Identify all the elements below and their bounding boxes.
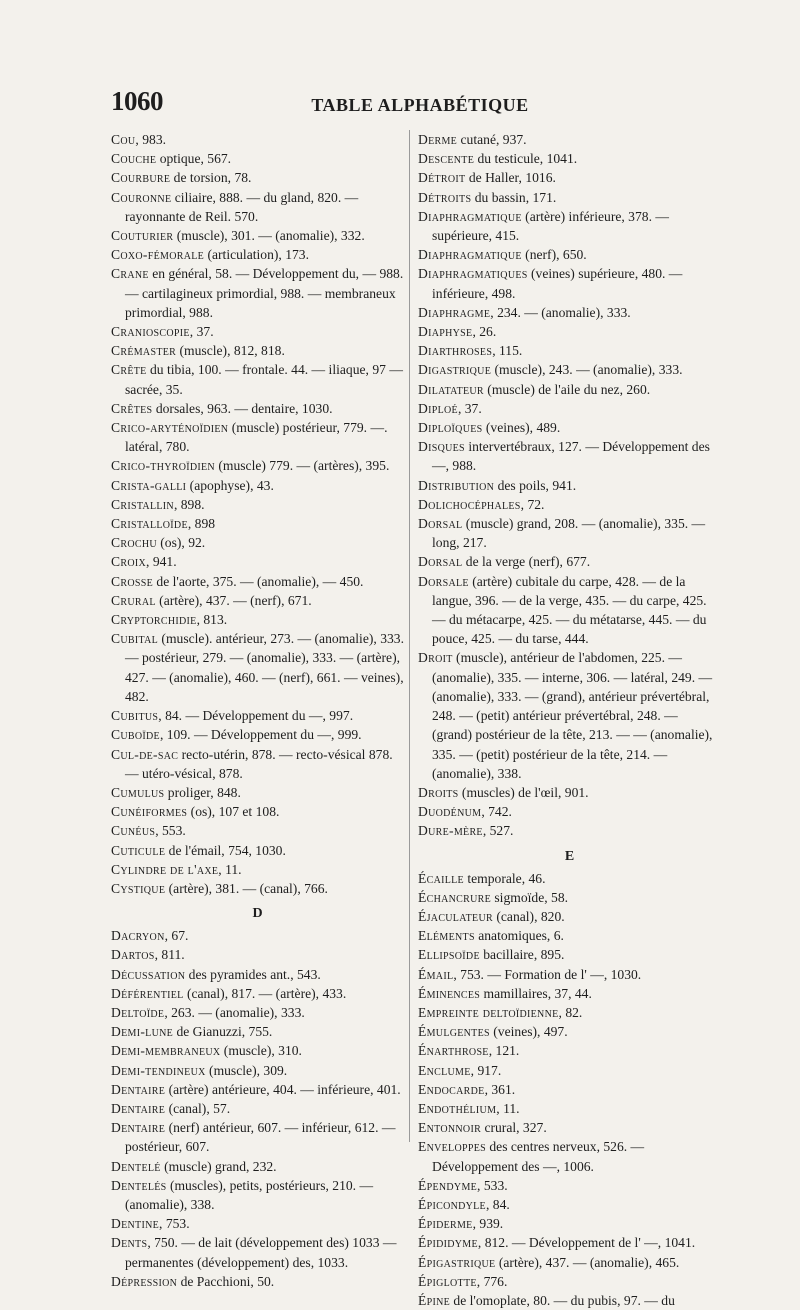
- index-references: , 939.: [472, 1216, 504, 1232]
- index-entry: [111, 591, 404, 610]
- index-references: , 813.: [196, 612, 228, 628]
- index-entry: [418, 1137, 721, 1175]
- index-headword: Droits: [418, 784, 459, 800]
- index-headword: Cuboïde: [111, 727, 160, 743]
- index-references: (muscle), 309.: [205, 1062, 288, 1078]
- index-references: , 72.: [520, 496, 545, 512]
- index-references: (apophyse), 43.: [186, 477, 274, 493]
- index-references: en général, 58. — Développement du, — 988. — cartilagineux primordial, 988. — membraneux primordial, 988.: [125, 266, 404, 320]
- index-entry: [111, 926, 404, 945]
- index-entry: [111, 514, 404, 533]
- index-entry: [418, 188, 721, 207]
- index-entry: [418, 821, 721, 840]
- index-headword: Déférentiel: [111, 985, 184, 1001]
- index-references: (canal), 820.: [492, 908, 565, 924]
- index-references: du tibia, 100. — frontale. 44. — iliaque, 97 — sacrée, 35.: [125, 362, 403, 397]
- index-references: sigmoïde, 58.: [490, 889, 569, 905]
- index-headword: Détroit: [418, 170, 466, 186]
- index-entry: [418, 1118, 721, 1137]
- column-divider: [409, 130, 410, 1142]
- index-entry: [111, 984, 404, 1003]
- index-references: mamillaires, 37, 44.: [480, 985, 592, 1001]
- index-references: , 37.: [189, 324, 214, 340]
- index-headword: Crêtes: [111, 400, 153, 416]
- index-references: , 917.: [470, 1062, 502, 1078]
- index-entry: [111, 533, 404, 552]
- index-entry: [418, 1061, 721, 1080]
- index-entry: [418, 1272, 721, 1291]
- index-entry: [418, 322, 721, 341]
- index-references: , 84. — Développement du —, 997.: [158, 708, 354, 724]
- index-references: du testicule, 1041.: [474, 151, 578, 167]
- index-headword: Cubital: [111, 631, 159, 647]
- index-entry: [418, 303, 721, 322]
- index-references: (nerf) antérieur, 607. — inférieur, 612. — postérieur, 607.: [125, 1120, 396, 1155]
- index-references: (muscle) grand, 208. — (anomalie), 335. — long, 217.: [432, 516, 706, 551]
- index-headword: Épiglotte: [418, 1273, 477, 1289]
- index-headword: Demi-tendineux: [111, 1062, 206, 1078]
- index-references: de Gianuzzi, 755.: [173, 1024, 273, 1040]
- index-headword: Cristalloïde: [111, 516, 188, 532]
- index-entry: [111, 399, 404, 418]
- index-headword: Émulgentes: [418, 1024, 490, 1040]
- index-references: des pyramides ant., 543.: [185, 966, 321, 982]
- index-headword: Diarthroses: [418, 343, 493, 359]
- index-headword: Dorsale: [418, 573, 469, 589]
- page-number: 1060: [111, 86, 163, 116]
- index-references: , 983.: [135, 132, 167, 147]
- index-headword: Dépression: [111, 1273, 178, 1289]
- index-headword: Deltoïde: [111, 1004, 165, 1020]
- index-entry: [418, 1003, 721, 1022]
- index-references: cutané, 937.: [457, 132, 527, 147]
- index-headword: Dolichocéphales: [418, 496, 521, 512]
- index-headword: Dentine: [111, 1216, 160, 1232]
- index-headword: Crémaster: [111, 343, 177, 359]
- index-headword: Cystique: [111, 880, 166, 896]
- index-headword: Croix: [111, 554, 147, 570]
- index-entry: [418, 888, 721, 907]
- index-references: , 263. — (anomalie), 333.: [164, 1004, 305, 1020]
- index-entry: [418, 476, 721, 495]
- index-headword: Crico-aryténoïdien: [111, 420, 229, 436]
- index-entry: [418, 802, 721, 821]
- index-references: , 941.: [146, 554, 177, 570]
- index-entry: [111, 418, 404, 456]
- index-headword: Cubitus: [111, 708, 159, 724]
- index-references: , 553.: [155, 823, 186, 839]
- index-references: (articulation), 173.: [204, 247, 310, 263]
- index-entry: [418, 1291, 721, 1310]
- index-references: (canal), 817. — (artère), 433.: [183, 985, 347, 1001]
- index-references: , 82.: [558, 1004, 583, 1020]
- index-references: (muscle), 812, 818.: [176, 343, 285, 359]
- index-references: (nerf), 650.: [521, 247, 587, 263]
- index-headword: Crosse: [111, 573, 153, 589]
- index-headword: Éjaculateur: [418, 908, 493, 924]
- index-headword: Courbure: [111, 170, 171, 186]
- index-references: , 121.: [488, 1043, 520, 1059]
- index-entry: [111, 841, 404, 860]
- index-entry: [418, 149, 721, 168]
- left-column: [111, 130, 404, 1291]
- index-references: de l'omoplate, 80. — du pubis, 97. — du: [450, 1292, 675, 1308]
- index-references: , 37.: [457, 400, 482, 416]
- index-references: de la verge (nerf), 677.: [462, 554, 591, 570]
- index-headword: Cryptorchidie: [111, 612, 197, 628]
- index-headword: Dure-mère: [418, 823, 483, 839]
- index-entry: [418, 380, 721, 399]
- index-headword: Dorsal: [418, 516, 463, 532]
- index-entry: [418, 552, 721, 571]
- index-references: (muscle) postérieur, 779. —. latéral, 780.: [125, 420, 388, 455]
- index-entry: [418, 945, 721, 964]
- index-references: , 109. — Développement du —, 999.: [159, 727, 362, 743]
- index-entry: [111, 965, 404, 984]
- index-entry: [111, 860, 404, 879]
- index-references: du bassin, 171.: [471, 189, 557, 205]
- index-headword: Épine: [418, 1292, 451, 1308]
- index-headword: Crural: [111, 592, 156, 608]
- index-references: (muscle), 301. — (anomalie), 332.: [173, 228, 365, 244]
- index-entry: [418, 1022, 721, 1041]
- index-headword: Diaphragmatique: [418, 208, 522, 224]
- index-entry: [418, 1233, 721, 1252]
- index-entry: [418, 869, 721, 888]
- index-headword: Épendyme: [418, 1177, 478, 1193]
- index-references: proliger, 848.: [164, 784, 241, 800]
- index-headword: Coxo-fémorale: [111, 247, 205, 263]
- index-headword: Épididyme: [418, 1235, 478, 1251]
- index-entry: [418, 1041, 721, 1060]
- index-entry: [418, 783, 721, 802]
- index-entry: [111, 1272, 404, 1291]
- index-entry: [111, 322, 404, 341]
- index-references: (veines), 497.: [489, 1024, 568, 1040]
- index-entry: [418, 168, 721, 187]
- index-references: de l'aorte, 375. — (anomalie), — 450.: [153, 573, 364, 589]
- index-headword: Crico-thyroïdien: [111, 458, 215, 474]
- index-references: de Pacchioni, 50.: [177, 1273, 275, 1289]
- index-references: , 115.: [492, 343, 523, 359]
- index-references: , 898: [187, 516, 216, 532]
- index-entry: [418, 264, 721, 302]
- index-references: (muscle) grand, 232.: [160, 1158, 277, 1174]
- index-entry: [418, 648, 721, 782]
- index-entry: [111, 783, 404, 802]
- index-headword: Digastrique: [418, 362, 492, 378]
- index-headword: Cristallin: [111, 496, 174, 512]
- index-references: , 361.: [484, 1081, 516, 1097]
- index-headword: Éminences: [418, 985, 481, 1001]
- index-entry: [111, 1003, 404, 1022]
- index-headword: Crochu: [111, 535, 157, 551]
- index-headword: Dentaire: [111, 1081, 166, 1097]
- index-headword: Cou: [111, 132, 136, 147]
- index-entry: [111, 745, 404, 783]
- right-column: [418, 130, 721, 1310]
- index-references: de l'émail, 754, 1030.: [165, 842, 286, 858]
- index-entry: [111, 1041, 404, 1060]
- index-headword: Détroits: [418, 189, 472, 205]
- index-entry: [111, 821, 404, 840]
- index-headword: Crista-galli: [111, 477, 187, 493]
- index-entry: [418, 965, 721, 984]
- index-references: (artère) antérieure, 404. — inférieure, 401.: [165, 1081, 401, 1097]
- index-references: , 776.: [476, 1273, 508, 1289]
- index-entry: [111, 552, 404, 571]
- index-headword: Dentaire: [111, 1120, 166, 1136]
- index-entry: [111, 1157, 404, 1176]
- index-entry: [111, 725, 404, 744]
- index-headword: Dilatateur: [418, 381, 484, 397]
- index-references: intervertébraux, 127. — Développement des —, 988.: [432, 439, 710, 474]
- index-entry: [111, 1061, 404, 1080]
- index-entry: [418, 130, 721, 149]
- index-headword: Enclume: [418, 1062, 471, 1078]
- index-entry: [111, 360, 404, 398]
- index-headword: Distribution: [418, 477, 495, 493]
- index-references: , 527.: [482, 823, 514, 839]
- index-references: anatomiques, 6.: [474, 928, 564, 944]
- index-entry: [111, 168, 404, 187]
- index-headword: Épigastrique: [418, 1254, 496, 1270]
- index-headword: Diploé: [418, 400, 458, 416]
- index-entry: [111, 706, 404, 725]
- index-headword: Couturier: [111, 228, 174, 244]
- index-entry: [111, 1214, 404, 1233]
- index-entry: [111, 149, 404, 168]
- index-entry: [418, 572, 721, 649]
- index-references: , 84.: [485, 1196, 510, 1212]
- index-references: de Haller, 1016.: [465, 170, 556, 186]
- index-references: , 753. — Formation de l' —, 1030.: [453, 966, 642, 982]
- index-headword: Dentelé: [111, 1158, 161, 1174]
- index-headword: Cuticule: [111, 842, 166, 858]
- index-entry: [418, 1253, 721, 1272]
- index-headword: Cranioscopie: [111, 324, 190, 340]
- index-references: (veines), 489.: [482, 420, 561, 436]
- index-headword: Diploïques: [418, 420, 483, 436]
- index-references: (os), 92.: [156, 535, 206, 551]
- index-entry: [111, 1099, 404, 1118]
- index-entry: [418, 418, 721, 437]
- index-headword: Énarthrose: [418, 1043, 489, 1059]
- index-headword: Émail: [418, 966, 454, 982]
- index-headword: Cunéiformes: [111, 804, 188, 820]
- index-references: , 750. — de lait (développement des) 1033 — permanentes (développement) des, 1033.: [125, 1235, 397, 1270]
- index-references: , 898.: [173, 496, 205, 512]
- index-references: , 811.: [154, 947, 185, 963]
- index-entry: [111, 476, 404, 495]
- index-entry: [418, 245, 721, 264]
- index-headword: Cunéus: [111, 823, 156, 839]
- index-references: (muscles) de l'œil, 901.: [458, 784, 589, 800]
- index-references: , 234. — (anomalie), 333.: [490, 304, 631, 320]
- index-headword: Dentaire: [111, 1100, 166, 1116]
- index-entry: [111, 1176, 404, 1214]
- index-entry: [418, 1176, 721, 1195]
- index-references: , 533.: [477, 1177, 508, 1193]
- index-headword: Épicondyle: [418, 1196, 486, 1212]
- index-headword: Empreinte deltoïdienne: [418, 1004, 559, 1020]
- index-references: (muscle) de l'aile du nez, 260.: [483, 381, 651, 397]
- index-headword: Dents: [111, 1235, 148, 1251]
- index-headword: Échancrure: [418, 889, 491, 905]
- index-entry: [418, 341, 721, 360]
- index-entry: [418, 984, 721, 1003]
- index-entry: [111, 802, 404, 821]
- index-headword: Entonnoir: [418, 1120, 482, 1136]
- index-entry: [111, 629, 404, 706]
- index-headword: Demi-membraneux: [111, 1043, 221, 1059]
- index-references: (os), 107 et 108.: [187, 804, 280, 820]
- index-headword: Endocarde: [418, 1081, 485, 1097]
- index-headword: Derme: [418, 132, 458, 147]
- index-entry: [111, 572, 404, 591]
- index-entry: [111, 1118, 404, 1156]
- index-entry: [418, 1080, 721, 1099]
- index-references: (muscle). antérieur, 273. — (anomalie), 333. — postérieur, 279. — (anomalie), 333. — (artère), 427. — (anomalie), 460. — (nerf), 661. — veines), 482.: [125, 631, 404, 704]
- index-entry: [111, 245, 404, 264]
- index-references: bacillaire, 895.: [479, 947, 565, 963]
- index-headword: Dorsal: [418, 554, 463, 570]
- index-headword: Couche: [111, 151, 157, 167]
- index-references: (artère) inférieure, 378. — supérieure, 415.: [432, 208, 669, 244]
- index-headword: Cylindre de l'axe: [111, 861, 219, 877]
- index-headword: Dentelés: [111, 1177, 167, 1193]
- index-headword: Droit: [418, 650, 453, 666]
- index-references: , 812. — Développement de l' —, 1041.: [477, 1235, 696, 1251]
- index-headword: Diaphragme: [418, 304, 491, 320]
- section-letter: E: [564, 848, 575, 864]
- index-headword: Disques: [418, 439, 465, 455]
- index-entry: [111, 495, 404, 514]
- index-entry: [418, 514, 721, 552]
- index-headword: Dacryon: [111, 928, 165, 944]
- index-entry: [111, 1022, 404, 1041]
- index-headword: Écaille: [418, 870, 464, 886]
- index-entry: [111, 610, 404, 629]
- index-headword: Cumulus: [111, 784, 165, 800]
- index-entry: [111, 226, 404, 245]
- index-headword: Diaphragmatique: [418, 247, 522, 263]
- index-headword: Enveloppes: [418, 1139, 486, 1155]
- section-letter: D: [252, 906, 263, 922]
- index-headword: Endothélium: [418, 1100, 497, 1116]
- index-headword: Crête: [111, 362, 147, 378]
- index-references: (muscles), petits, postérieurs, 210. — (anomalie), 338.: [125, 1177, 374, 1212]
- index-headword: Crane: [111, 266, 149, 282]
- index-headword: Dartos: [111, 947, 155, 963]
- index-references: , 67.: [164, 928, 189, 944]
- index-references: (muscle), 243. — (anomalie), 333.: [491, 362, 683, 378]
- index-references: (artère) cubitale du carpe, 428. — de la langue, 396. — de la verge, 435. — du carpe, 425. — du métacarpe, 425. — du métatarse, 445. — du pouce, 425. — du tarse, 444.: [432, 573, 707, 647]
- index-headword: Demi-lune: [111, 1024, 174, 1040]
- index-entry: [111, 945, 404, 964]
- index-references: des poils, 941.: [494, 477, 577, 493]
- index-entry: [111, 341, 404, 360]
- index-entry: [418, 495, 721, 514]
- index-entry: [418, 907, 721, 926]
- index-entry: [111, 879, 404, 898]
- index-entry: [418, 437, 721, 475]
- index-references: optique, 567.: [156, 151, 232, 167]
- index-headword: Décussation: [111, 966, 186, 982]
- index-references: (canal), 57.: [165, 1100, 231, 1116]
- index-headword: Cul-de-sac: [111, 746, 179, 762]
- index-references: ciliaire, 888. — du gland, 820. — rayonnante de Reil. 570.: [125, 189, 359, 224]
- index-references: de torsion, 78.: [170, 170, 252, 186]
- index-headword: Diaphragmatiques: [418, 266, 528, 282]
- index-entry: [418, 399, 721, 418]
- index-references: , 26.: [472, 324, 497, 340]
- index-references: (artère), 437. — (anomalie), 465.: [495, 1254, 680, 1270]
- index-entry: [418, 360, 721, 379]
- index-headword: Ellipsoïde: [418, 947, 480, 963]
- index-references: (artère), 381. — (canal), 766.: [165, 880, 328, 896]
- index-references: (muscle), antérieur de l'abdomen, 225. — (anomalie), 335. — interne, 306. — latéral, 249. — (anomalie), 333. — (grand), antérieur prévertébral, 248. — (petit) antérieur prévertébral, 248. — (grand) postérieur de la tête, 213. — — (anomalie), 335. — (petit) postérieur de la tête, 214. — (anomalie), 338.: [432, 650, 713, 781]
- index-headword: Eléments: [418, 928, 475, 944]
- index-references: des centres nerveux, 526. — Développement des —, 1006.: [432, 1139, 645, 1174]
- index-entry: [418, 207, 721, 245]
- index-references: crural, 327.: [481, 1120, 547, 1136]
- index-headword: Duodénum: [418, 804, 482, 820]
- index-entry: [418, 1099, 721, 1118]
- index-references: dorsales, 963. — dentaire, 1030.: [152, 400, 333, 416]
- index-headword: Épiderme: [418, 1216, 473, 1232]
- index-references: (artère), 437. — (nerf), 671.: [155, 592, 312, 608]
- index-references: , 11.: [218, 861, 242, 877]
- index-headword: Couronne: [111, 189, 172, 205]
- index-entry: [111, 188, 404, 226]
- index-entry: [111, 1080, 404, 1099]
- index-references: temporale, 46.: [463, 870, 546, 886]
- index-references: (veines) supérieure, 480. — inférieure, 498.: [432, 266, 683, 301]
- index-headword: Diaphyse: [418, 324, 473, 340]
- index-entry: [418, 1214, 721, 1233]
- index-entry: [111, 264, 404, 322]
- running-title: TABLE ALPHABÉTIQUE: [311, 95, 529, 115]
- index-entry: [418, 926, 721, 945]
- index-references: , 753.: [159, 1216, 190, 1232]
- index-references: recto-utérin, 878. — recto-vésical 878. — utéro-vésical, 878.: [125, 746, 393, 781]
- index-entry: [418, 1195, 721, 1214]
- index-entry: [111, 1233, 404, 1271]
- index-references: , 742.: [481, 804, 512, 820]
- index-references: , 11.: [496, 1100, 520, 1116]
- index-headword: Descente: [418, 151, 475, 167]
- index-entry: [111, 130, 404, 149]
- index-references: (muscle) 779. — (artères), 395.: [214, 458, 390, 474]
- index-references: (muscle), 310.: [220, 1043, 302, 1059]
- index-entry: [111, 456, 404, 475]
